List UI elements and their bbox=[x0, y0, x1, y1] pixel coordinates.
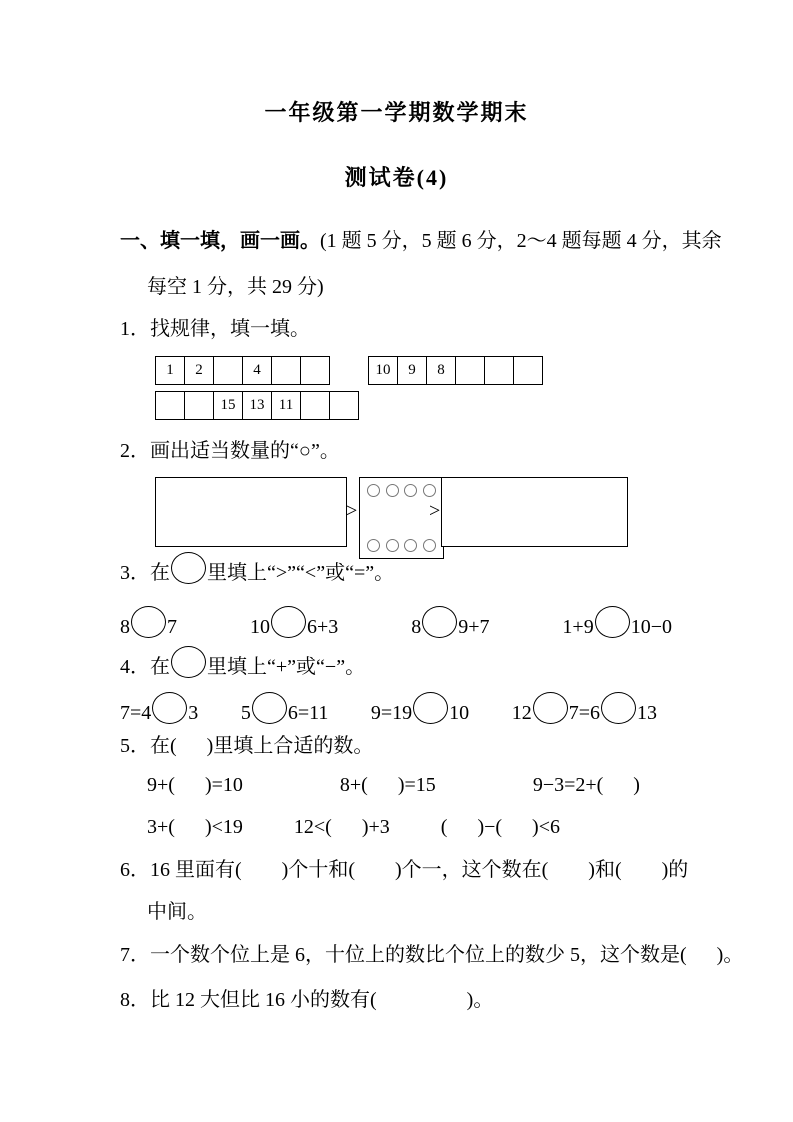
q2-label: 2．画出适当数量的“○”。 bbox=[120, 440, 340, 462]
q3-item bbox=[411, 606, 489, 639]
q2-greater-sign-2: > bbox=[429, 500, 441, 522]
answer-circle bbox=[152, 692, 187, 724]
q2-answer-box-right bbox=[441, 477, 628, 547]
table-cell bbox=[300, 391, 330, 420]
answer-circle bbox=[131, 606, 166, 638]
table-cell bbox=[213, 356, 243, 385]
q5-expression: ( )−( )<6 bbox=[440, 816, 560, 838]
q5-expression: 8+( )=15 bbox=[339, 774, 436, 796]
table-cell bbox=[455, 356, 485, 385]
item-left: 9=19 bbox=[370, 702, 413, 724]
table-cell: 4 bbox=[242, 356, 272, 385]
item-right: 9+7 bbox=[458, 616, 490, 638]
circle-row bbox=[367, 539, 436, 552]
q3-label-post: 里填上“>”“<”或“=”。 bbox=[207, 562, 395, 584]
q2-greater-sign-1: > bbox=[346, 500, 358, 522]
item-left: 12 bbox=[511, 702, 532, 724]
q1-table-a bbox=[155, 356, 330, 385]
item-mid: 7=6 bbox=[568, 702, 600, 724]
item-right: 7 bbox=[167, 616, 177, 638]
q6-line2: 中间。 bbox=[147, 901, 207, 923]
q3-item bbox=[250, 606, 338, 639]
circle-icon bbox=[386, 539, 399, 552]
q1-table-c bbox=[155, 391, 359, 420]
circle-row bbox=[367, 484, 436, 497]
answer-circle bbox=[171, 552, 206, 584]
circle-icon bbox=[404, 539, 417, 552]
answer-circle bbox=[533, 692, 568, 724]
q4-label-pre: 4．在 bbox=[120, 656, 170, 678]
q3-item bbox=[562, 606, 672, 639]
item-left: 10 bbox=[249, 616, 270, 638]
table-cell: 8 bbox=[426, 356, 456, 385]
answer-circle bbox=[601, 692, 636, 724]
q4-label bbox=[120, 646, 365, 680]
q6-line1: 6．16 里面有( )个十和( )个一，这个数在( )和( )的 bbox=[120, 859, 689, 881]
q4-item bbox=[120, 692, 198, 725]
table-cell bbox=[155, 391, 185, 420]
q5-expression: 9+( )=10 bbox=[147, 774, 243, 796]
table-cell: 2 bbox=[184, 356, 214, 385]
table-cell bbox=[184, 391, 214, 420]
q8-text: 8．比 12 大但比 16 小的数有( )。 bbox=[120, 989, 494, 1011]
paper-title: 一年级第一学期数学期末 bbox=[264, 100, 529, 125]
table-cell: 9 bbox=[397, 356, 427, 385]
table-cell: 1 bbox=[155, 356, 185, 385]
q3-item bbox=[120, 606, 177, 639]
table-cell: 10 bbox=[368, 356, 398, 385]
section-heading bbox=[120, 228, 722, 254]
table-cell bbox=[513, 356, 543, 385]
table-cell bbox=[329, 391, 359, 420]
q5-expression: 3+( )<19 bbox=[147, 816, 243, 838]
item-right: 13 bbox=[636, 702, 657, 724]
q7-text: 7．一个数个位上是 6，十位上的数比个位上的数少 5，这个数是( )。 bbox=[120, 944, 744, 966]
item-right: 10−0 bbox=[630, 616, 672, 638]
q4-items bbox=[120, 692, 657, 725]
circle-icon bbox=[367, 539, 380, 552]
q5-row2 bbox=[147, 816, 560, 839]
section-heading-line2: 每空 1 分，共 29 分) bbox=[147, 276, 324, 298]
q2-answer-box-left bbox=[155, 477, 347, 547]
q4-item bbox=[241, 692, 329, 725]
table-cell: 13 bbox=[242, 391, 272, 420]
q1-label: 1．找规律，填一填。 bbox=[120, 318, 310, 340]
q3-label bbox=[120, 552, 394, 586]
q4-item bbox=[512, 692, 657, 725]
section-heading-rest: (1 题 5 分，5 题 6 分，2～4 题每题 4 分，其余 bbox=[320, 230, 722, 252]
answer-circle bbox=[422, 606, 457, 638]
q4-item bbox=[371, 692, 469, 725]
item-left: 7=4 bbox=[120, 702, 152, 724]
circle-icon bbox=[423, 539, 436, 552]
table-cell: 15 bbox=[213, 391, 243, 420]
item-right: 10 bbox=[449, 702, 470, 724]
item-left: 8 bbox=[120, 616, 130, 638]
circle-icon bbox=[404, 484, 417, 497]
answer-circle bbox=[413, 692, 448, 724]
q3-items bbox=[120, 606, 672, 639]
table-cell bbox=[271, 356, 301, 385]
q5-expression: 9−3=2+( ) bbox=[532, 774, 640, 796]
q5-row1 bbox=[147, 774, 640, 797]
answer-circle bbox=[595, 606, 630, 638]
item-right: 6=11 bbox=[287, 702, 329, 724]
paper-subtitle: 测试卷(4) bbox=[344, 165, 449, 190]
item-left: 1+9 bbox=[562, 616, 594, 638]
item-left: 5 bbox=[240, 702, 251, 724]
circle-icon bbox=[367, 484, 380, 497]
section-heading-bold: 一、填一填，画一画。 bbox=[120, 230, 320, 252]
table-cell bbox=[484, 356, 514, 385]
q3-label-pre: 3．在 bbox=[120, 562, 170, 584]
item-left: 8 bbox=[411, 616, 422, 638]
q5-expression: 12<( )+3 bbox=[293, 816, 390, 838]
circle-icon bbox=[386, 484, 399, 497]
answer-circle bbox=[252, 692, 287, 724]
answer-circle bbox=[271, 606, 306, 638]
table-cell bbox=[300, 356, 330, 385]
q1-table-b bbox=[368, 356, 543, 385]
q4-label-post: 里填上“+”或“−”。 bbox=[207, 656, 366, 678]
item-right: 3 bbox=[188, 702, 199, 724]
q5-label: 5．在( )里填上合适的数。 bbox=[120, 735, 374, 757]
answer-circle bbox=[171, 646, 206, 678]
item-right: 6+3 bbox=[306, 616, 339, 638]
circle-icon bbox=[423, 484, 436, 497]
table-cell: 11 bbox=[271, 391, 301, 420]
